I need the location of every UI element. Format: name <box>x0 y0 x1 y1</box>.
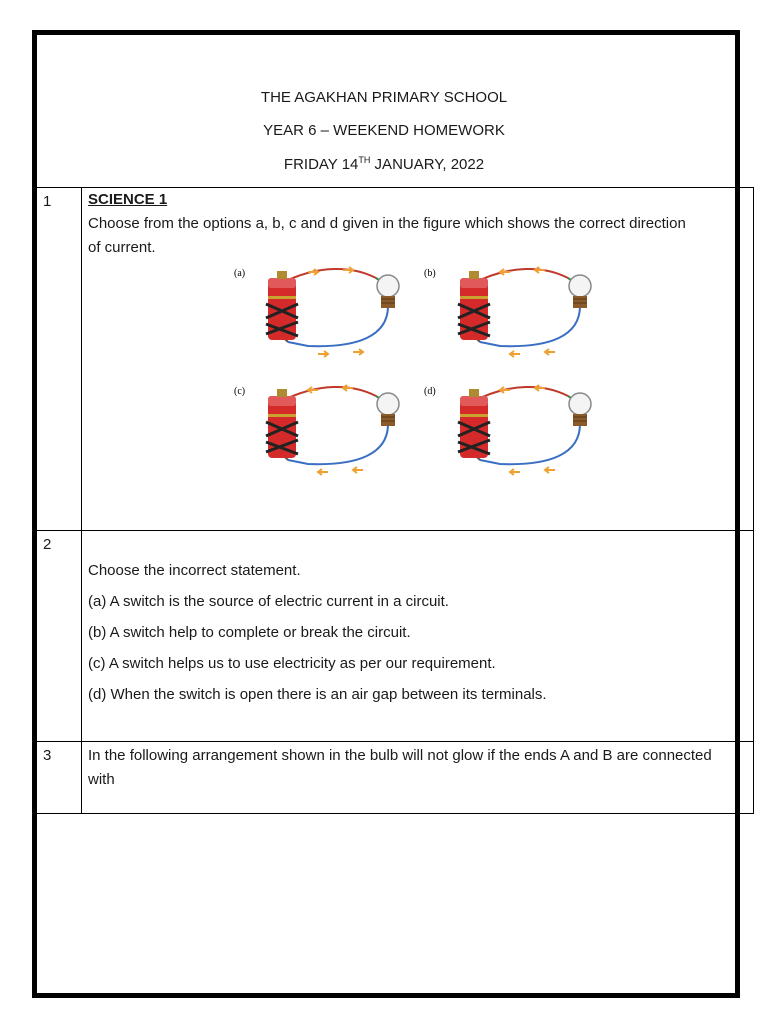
label-a: (a) <box>234 268 246 279</box>
question-row-3 <box>37 742 754 814</box>
question-number: 2 <box>37 531 82 742</box>
date-prefix: FRIDAY 14 <box>283 156 359 173</box>
option-b: (b) A switch help to complete or break the circuit. <box>88 624 411 641</box>
question-row-2 <box>37 531 754 742</box>
circuit-a <box>234 267 399 357</box>
option-a: (a) A switch is the source of electric current in a circuit. <box>88 593 449 610</box>
question-number: 3 <box>37 742 82 814</box>
circuit-c <box>234 385 399 475</box>
circuit-figure <box>88 260 753 530</box>
date-superscript: TH <box>358 155 371 165</box>
question-text: Choose the incorrect statement. <box>88 562 301 579</box>
question-body <box>82 742 754 814</box>
question-text: In the following arrangement shown in the bulb will not glow if the ends A and B are connected with <box>88 747 712 788</box>
question-row-1 <box>37 188 754 531</box>
question-body <box>82 188 754 531</box>
label-d: (d) <box>424 386 436 397</box>
homework-title: YEAR 6 – WEEKEND HOMEWORK <box>263 122 505 139</box>
circuit-b <box>424 267 591 357</box>
option-d: (d) When the switch is open there is an air gap between its terminals. <box>88 686 547 703</box>
circuit-diagrams <box>234 260 594 482</box>
question-text: Choose from the options a, b, c and d given in the figure which shows the correct direction of current. <box>88 215 686 256</box>
homework-date <box>37 155 731 173</box>
questions-table <box>36 187 754 814</box>
section-title: SCIENCE 1 <box>88 191 168 208</box>
school-name: THE AGAKHAN PRIMARY SCHOOL <box>260 89 508 106</box>
date-suffix: JANUARY, 2022 <box>370 156 485 173</box>
circuit-d <box>424 385 591 475</box>
label-b: (b) <box>424 268 436 279</box>
question-number: 1 <box>37 188 82 531</box>
question-body <box>82 531 754 742</box>
option-c: (c) A switch helps us to use electricity as per our requirement. <box>88 655 496 672</box>
label-c: (c) <box>234 386 246 397</box>
